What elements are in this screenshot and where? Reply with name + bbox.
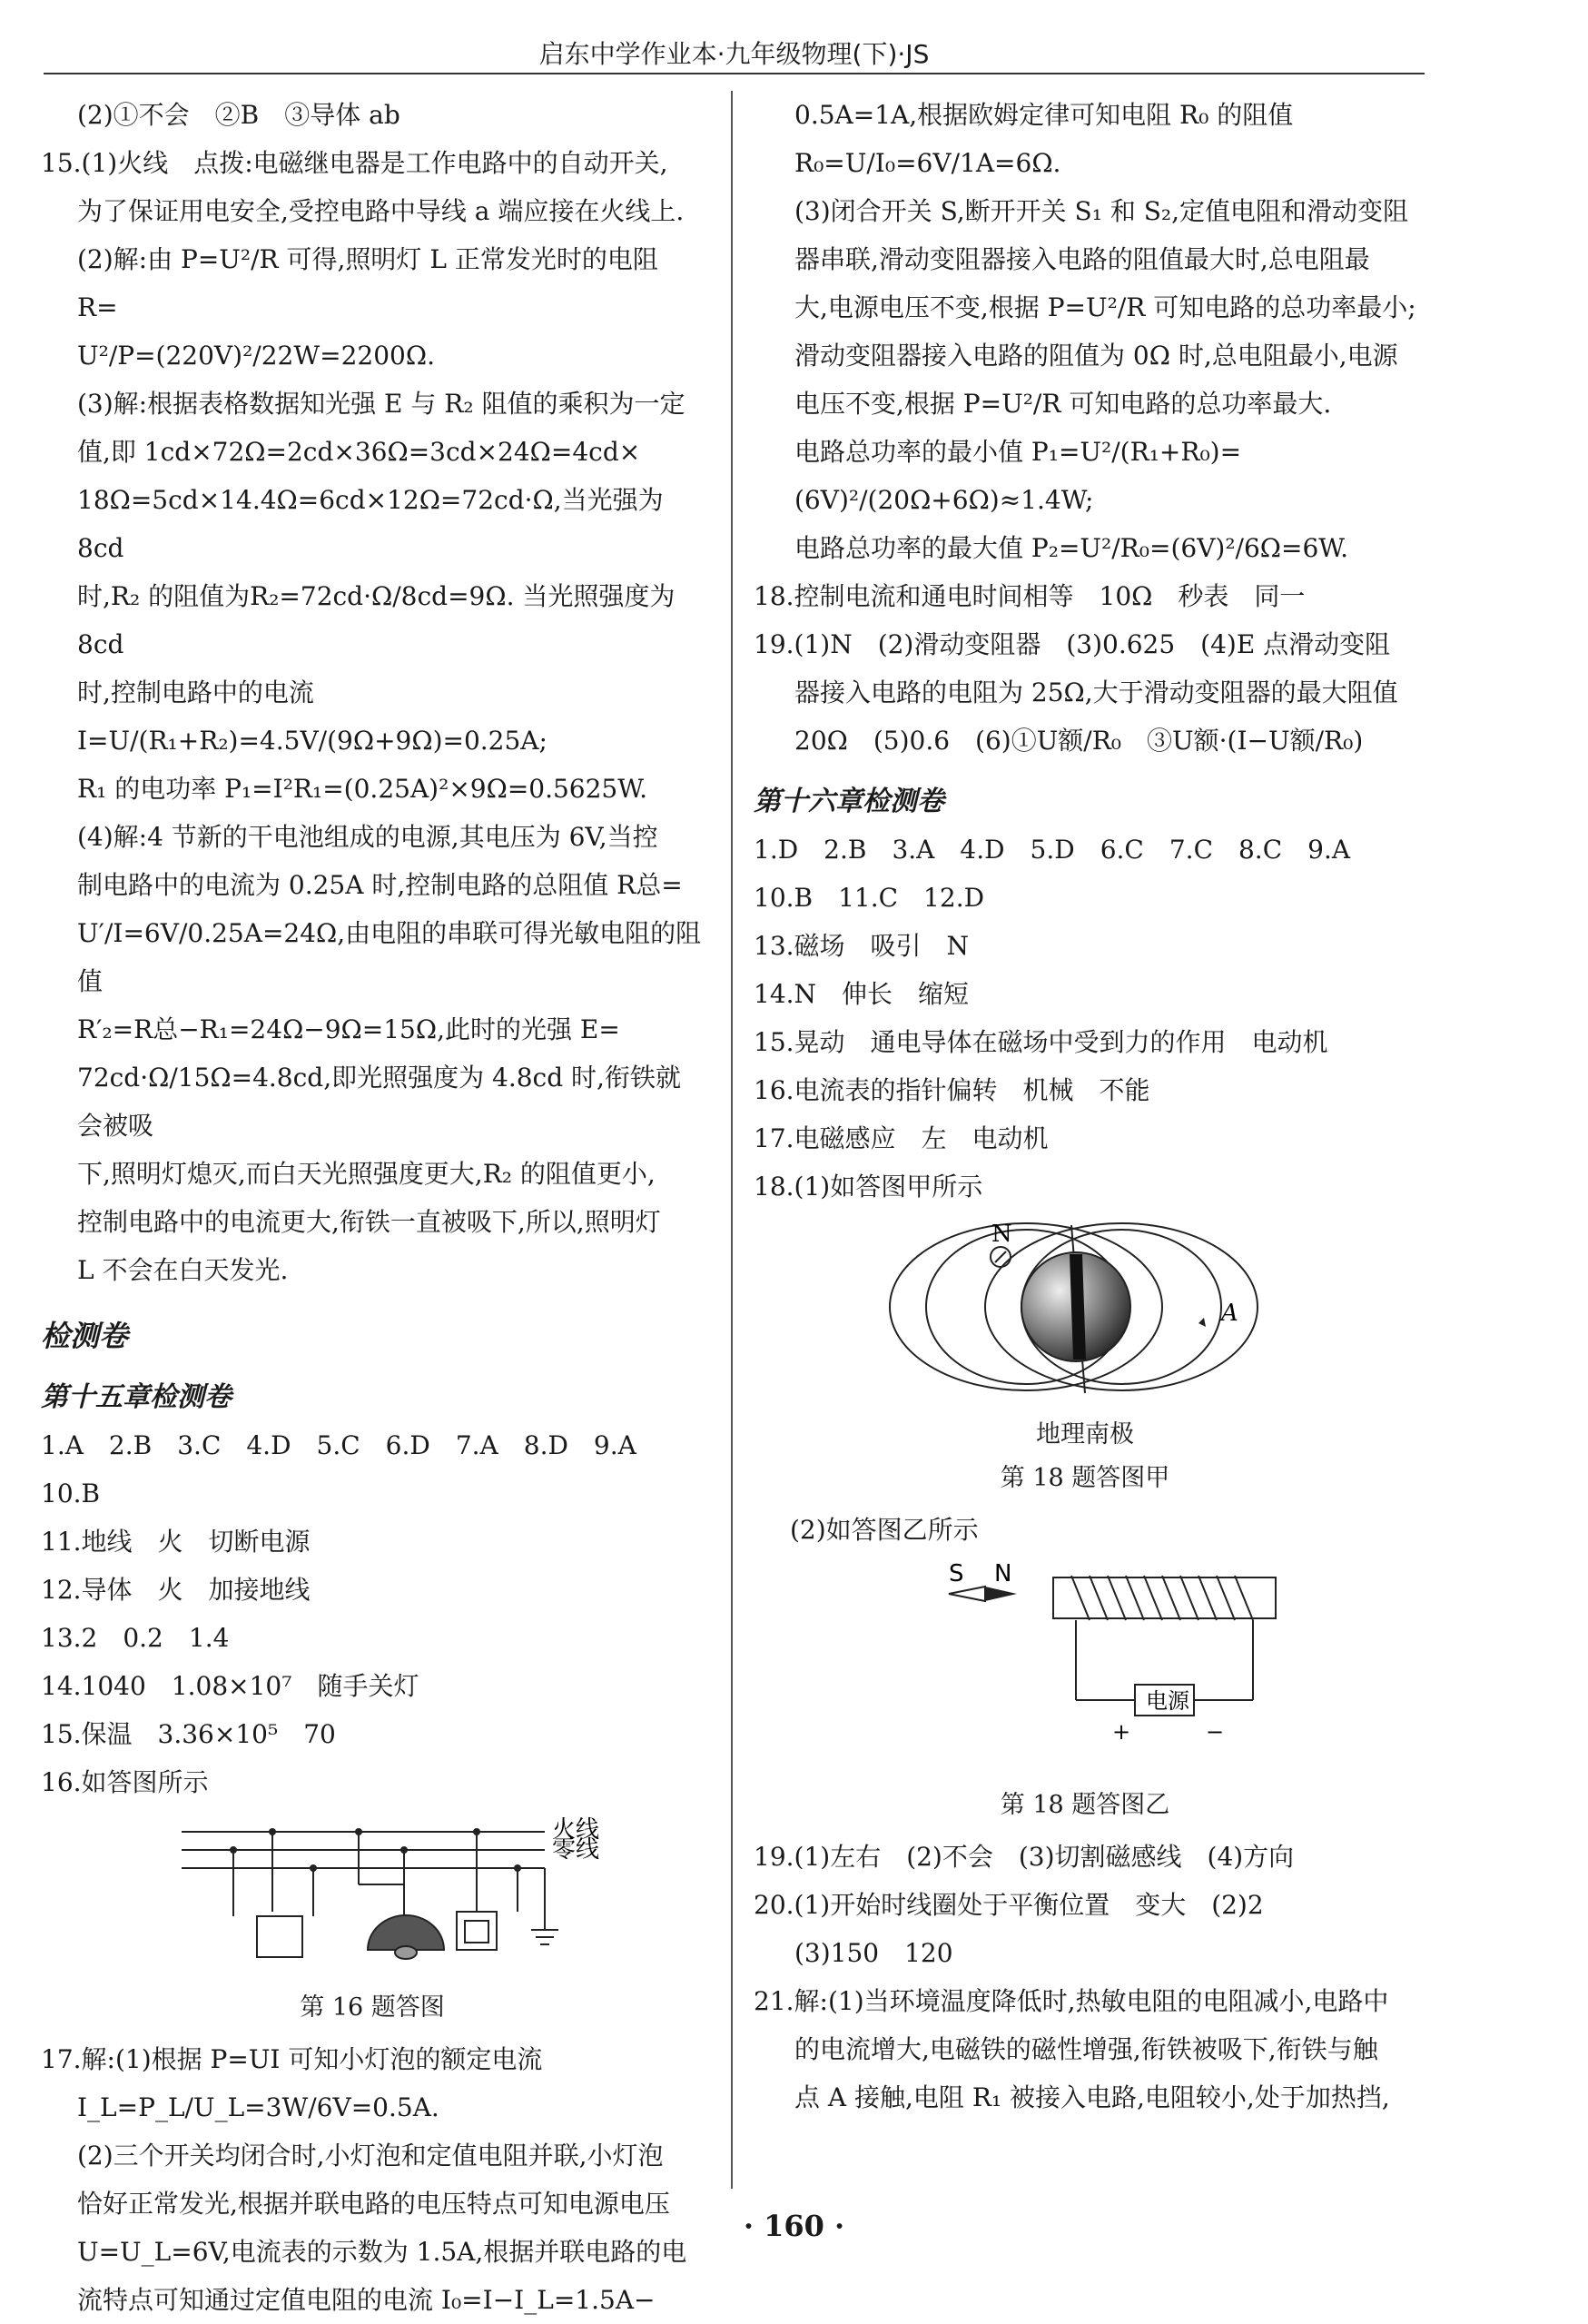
text-line: 下,照明灯熄灭,而白天光照强度更大,R₂ 的阻值更小, <box>77 1159 656 1189</box>
answer-line: (3)150 120 <box>794 1938 953 1968</box>
text-line: I_L=P_L/U_L=3W/6V=0.5A. <box>77 2092 439 2122</box>
text-line: 制电路中的电流为 0.25A 时,控制电路的总阻值 R总= <box>77 870 683 900</box>
text-line: (2)如答图乙所示 <box>790 1515 979 1545</box>
figure-caption: 第 18 题答图甲 <box>1000 1464 1170 1492</box>
text-line: (2)①不会 ②B ③导体 ab <box>77 100 400 130</box>
answer-line: 18.(1)如答图甲所示 <box>754 1172 983 1202</box>
section-title: 检测卷 <box>41 1319 129 1353</box>
answer-line: 19.(1)左右 (2)不会 (3)切割磁感线 (4)方向 <box>754 1842 1295 1872</box>
home-circuit-diagram <box>41 1812 704 1971</box>
text-line: 为了保证用电安全,受控电路中导线 a 端应接在火线上. <box>77 196 685 226</box>
answer-line: 21.解:(1)当环境温度降低时,热敏电阻的电阻减小,电路中 <box>754 1986 1389 2016</box>
live-wire-label: 火线 <box>552 1816 600 1844</box>
answer-line: 1.D 2.B 3.A 4.D 5.D 6.C 7.C 8.C 9.A <box>754 835 1351 865</box>
text-line: 器接入电路的电阻为 25Ω,大于滑动变阻器的最大阻值 <box>794 677 1398 707</box>
text-line: 大,电源电压不变,根据 P=U²/R 可知电路的总功率最小; <box>794 292 1416 322</box>
text-line: 18Ω=5cd×14.4Ω=6cd×12Ω=72cd·Ω,当光强为 8cd <box>77 485 672 563</box>
needle-n-label: N <box>994 1560 1012 1587</box>
answer-line: 14.1040 1.08×10⁷ 随手关灯 <box>41 1671 419 1701</box>
text-line: 流特点可知通过定值电阻的电流 I₀=I−I_L=1.5A− <box>77 2285 656 2315</box>
answer-line: 1.A 2.B 3.C 4.D 5.C 6.D 7.A 8.D 9.A 10.B <box>41 1430 662 1508</box>
compass-n-label: N <box>991 1221 1012 1248</box>
text-line: 72cd·Ω/15Ω=4.8cd,即光照强度为 4.8cd 时,衔铁就会被吸 <box>77 1063 681 1141</box>
answer-line: 19.(1)N (2)滑动变阻器 (3)0.625 (4)E 点滑动变阻 <box>754 629 1391 659</box>
text-line: 15.(1)火线 点拨:电磁继电器是工作电路中的自动开关, <box>41 148 668 178</box>
text-line: 的电流增大,电磁铁的磁性增强,衔铁被吸下,衔铁与触 <box>794 2034 1378 2064</box>
text-line: 0.5A=1A,根据欧姆定律可知电阻 R₀ 的阻值 <box>794 100 1294 130</box>
solenoid-diagram <box>754 1559 1416 1768</box>
power-source-label: 电源 <box>1146 1688 1189 1714</box>
text-line: 恰好正常发光,根据并联电路的电压特点可知电源电压 <box>77 2189 670 2219</box>
page-number: · 160 · <box>743 2209 845 2243</box>
negative-terminal-label: − <box>1206 1719 1225 1745</box>
answer-line: 10.B 11.C 12.D <box>754 883 985 913</box>
text-line: U²/P=(220V)²/22W=2200Ω. <box>77 341 435 371</box>
column-divider <box>731 91 733 2189</box>
text-line: (3)解:根据表格数据知光强 E 与 R₂ 阻值的乘积为一定 <box>77 389 686 419</box>
answer-line: 14.N 伸长 缩短 <box>754 979 970 1009</box>
text-line: R′₂=R总−R₁=24Ω−9Ω=15Ω,此时的光强 E= <box>77 1014 620 1044</box>
earth-magnetic-field-diagram <box>754 1216 1416 1398</box>
answer-line: 12.导体 火 加接地线 <box>41 1575 311 1605</box>
pole-label: 地理南极 <box>1036 1420 1134 1449</box>
answer-line: 17.电磁感应 左 电动机 <box>754 1123 1049 1153</box>
text-line: 时,控制电路中的电流 I=U/(R₁+R₂)=4.5V/(9Ω+9Ω)=0.25A; <box>77 677 547 756</box>
text-line: 值,即 1cd×72Ω=2cd×36Ω=3cd×24Ω=4cd× <box>77 437 641 467</box>
chapter-title: 第十五章检测卷 <box>41 1381 232 1413</box>
figure-16 <box>41 1812 704 2030</box>
figure-caption: 第 16 题答图 <box>300 1993 445 2022</box>
text-line: R₀=U/I₀=6V/1A=6Ω. <box>794 148 1061 178</box>
text-line: (2)解:由 P=U²/R 可得,照明灯 L 正常发光时的电阻 R= <box>77 244 666 322</box>
text-line: 电路总功率的最小值 P₁=U²/(R₁+R₀)=(6V)²/(20Ω+6Ω)≈1.4W; <box>794 437 1242 515</box>
figure-18b <box>754 1559 1416 1827</box>
text-line: (2)三个开关均闭合时,小灯泡和定值电阻并联,小灯泡 <box>77 2141 664 2171</box>
answer-line: 15.保温 3.36×10⁵ 70 <box>41 1719 336 1749</box>
answer-line: 13.磁场 吸引 N <box>754 931 970 961</box>
text-line: R₁ 的电功率 P₁=I²R₁=(0.25A)²×9Ω=0.5625W. <box>77 774 648 804</box>
needle-s-label: S <box>949 1560 964 1587</box>
text-line: 电压不变,根据 P=U²/R 可知电路的总功率最大. <box>794 389 1332 419</box>
answer-line: 18.控制电流和通电时间相等 10Ω 秒表 同一 <box>754 581 1306 611</box>
chapter-title: 第十六章检测卷 <box>754 786 944 817</box>
left-column <box>41 91 704 2324</box>
positive-terminal-label: + <box>1112 1719 1131 1745</box>
point-a-label: A <box>1221 1300 1238 1327</box>
answer-line: 15.晃动 通电导体在磁场中受到力的作用 电动机 <box>754 1027 1328 1057</box>
text-line: U=U_L=6V,电流表的示数为 1.5A,根据并联电路的电 <box>77 2237 687 2267</box>
text-line: U′/I=6V/0.25A=24Ω,由电阻的串联可得光敏电阻的阻值 <box>77 918 702 996</box>
text-line: L 不会在白天发光. <box>77 1255 289 1285</box>
text-line: 点 A 接触,电阻 R₁ 被接入电路,电阻较小,处于加热挡, <box>794 2082 1390 2112</box>
text-line: 时,R₂ 的阻值为R₂=72cd·Ω/8cd=9Ω. 当光照强度为 8cd <box>77 581 684 659</box>
text-line: 器串联,滑动变阻器接入电路的阻值最大时,总电阻最 <box>794 244 1370 274</box>
right-column <box>754 91 1416 2121</box>
text-line: 电路总功率的最大值 P₂=U²/R₀=(6V)²/6Ω=6W. <box>794 533 1349 563</box>
figure-caption: 第 18 题答图乙 <box>1000 1791 1170 1819</box>
answer-line: 11.地线 火 切断电源 <box>41 1527 311 1557</box>
text-line: (4)解:4 节新的干电池组成的电源,其电压为 6V,当控 <box>77 822 658 852</box>
text-line: 17.解:(1)根据 P=UI 可知小灯泡的额定电流 <box>41 2044 543 2074</box>
figure-18a <box>754 1216 1416 1500</box>
page-header <box>44 36 1425 74</box>
text-line: 20Ω (5)0.6 (6)①U额/R₀ ③U额·(I−U额/R₀) <box>794 726 1364 756</box>
answer-line: 16.如答图所示 <box>41 1767 209 1797</box>
header-title: 启东中学作业本·九年级物理(下)·JS <box>538 39 930 69</box>
answer-line: 16.电流表的指针偏转 机械 不能 <box>754 1075 1150 1105</box>
text-line: 滑动变阻器接入电路的阻值为 0Ω 时,总电阻最小,电源 <box>794 341 1398 371</box>
neutral-wire-label: 零线 <box>552 1836 600 1864</box>
text-line: (3)闭合开关 S,断开开关 S₁ 和 S₂,定值电阻和滑动变阻 <box>794 196 1409 226</box>
answer-line: 13.2 0.2 1.4 <box>41 1623 230 1653</box>
answer-line: 20.(1)开始时线圈处于平衡位置 变大 (2)2 <box>754 1890 1264 1920</box>
text-line: 控制电路中的电流更大,衔铁一直被吸下,所以,照明灯 <box>77 1207 661 1237</box>
